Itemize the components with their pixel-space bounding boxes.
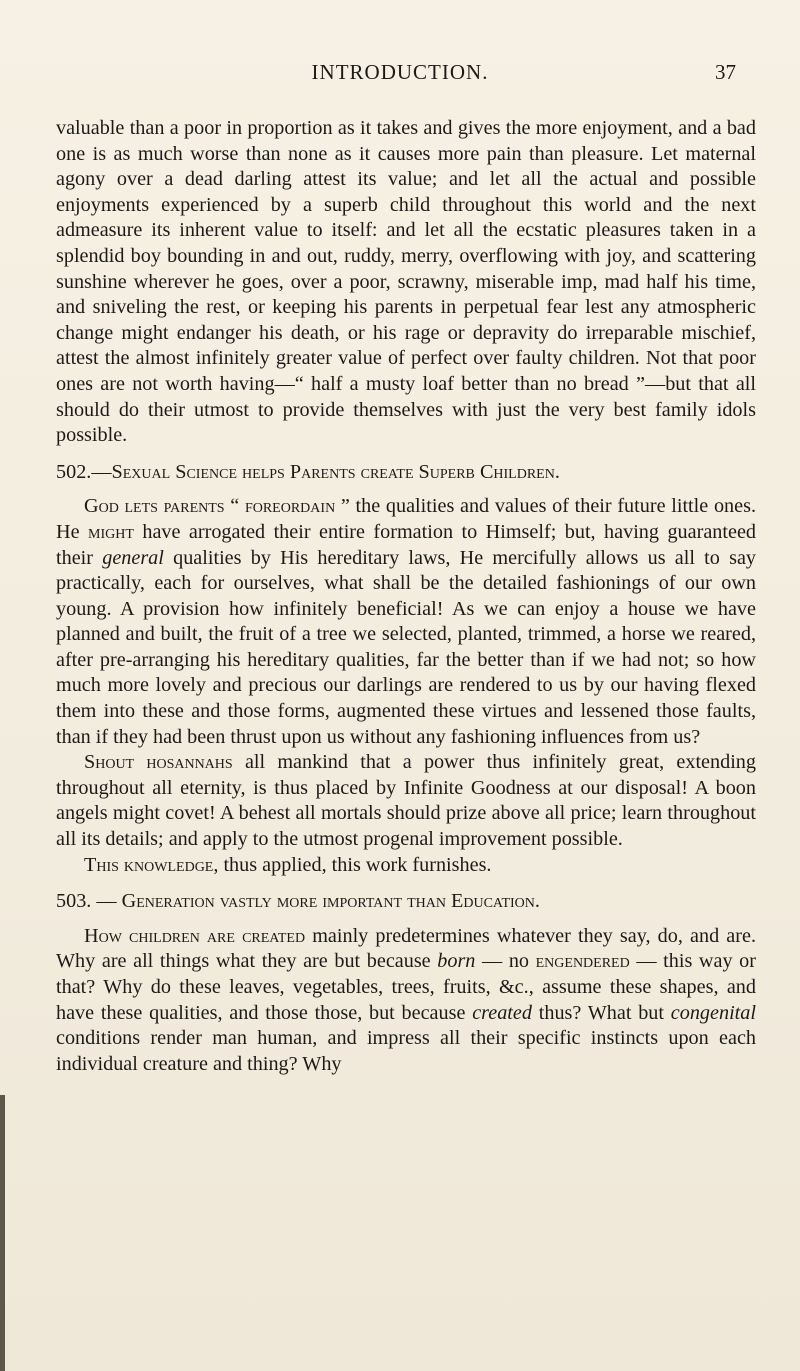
running-title: INTRODUCTION. [311, 60, 489, 84]
paragraph-text: — this way or that? Why do these leaves, vegetables, trees, fruits, &c., assume these shapes, and have these qualities, and those those, but because [56, 950, 756, 1024]
emphasis-word: congenital [670, 1001, 756, 1024]
paragraph-text: — no [475, 950, 536, 973]
section-number: 502.— [56, 460, 112, 483]
paragraph-text: conditions render man human, and impress all their specific instincts upon each individual creature and thing? Why [56, 1027, 756, 1075]
emphasis-word: engendered [535, 950, 630, 973]
paragraph-text: have arrogated their entire formation to Himself; but, having guaranteed their [56, 520, 756, 569]
paragraph-generation [56, 924, 756, 1078]
paragraph-text: valuable than a poor in proportion as it takes and gives the more enjoyment, and a bad one is as much worse than none as it causes more pain than pleasure. Let maternal agony over a dead darling attest its value; and let all the actual and possible enjoyments experienced by a superb child throughout this world and the next admeasure its inherent value to itself: and let all the ecstatic pleasures taken in a splendid boy bounding in and out, ruddy, merry, overflowing with joy, and scattering sunshine wherever he goes, over a poor, scrawny, miserable imp, mad half his time, and sniveling the rest, or keeping his parents in perpetual fear lest any atmospheric change might endanger his death, or his rage or depravity do irreparable mischief, attest the almost infinitely greater value of perfect over faulty children. Not that poor ones are not worth having—“ half a musty loaf better than no bread ”—but that all should do their utmost to provide themselves with just the very best family idols possible. [56, 117, 756, 447]
binding-edge-shadow [0, 1095, 5, 1371]
section-title: Sexual Science helps Parents create Superb Children. [111, 460, 560, 483]
paragraph-foreordain [56, 494, 756, 750]
lead-words: This knowledge, [84, 853, 219, 876]
paragraph-continued [56, 116, 756, 449]
paragraph-text: thus? What but [531, 1001, 671, 1024]
paragraph-text: all mankind that a power thus infinitely great, extending throughout all eternity, is thus placed by Infinite Goodness at our disposal! A boon angels might covet! A behest all mortals should prize above all price; learn throughout all its details; and apply to the utmost progenal improvement possible. [56, 751, 756, 851]
emphasis-word: might [88, 520, 134, 543]
section-heading-502 [56, 460, 756, 486]
lead-words: Shout hosannahs [84, 751, 233, 774]
body-text [56, 116, 756, 1077]
section-title: Generation vastly more important than Education. [121, 890, 540, 913]
running-head [0, 60, 800, 90]
emphasis-word: general [102, 546, 164, 569]
paragraph-hosannahs [56, 750, 756, 852]
section-number: 503. — [56, 890, 117, 913]
lead-words: How children are created [84, 924, 306, 947]
emphasis-word: created [472, 1001, 532, 1024]
paragraph-text: the qualities and values of their future little ones. He [56, 495, 756, 543]
paragraph-text: mainly predetermines whatever they say, do, and are. Why are all things what they are but because [56, 924, 756, 973]
paragraph-text: thus applied, this work furnishes. [218, 853, 492, 876]
paragraph-text: qualities by His hereditary laws, He mercifully allows us all to say practically, each for ourselves, what shall be the detailed fashionings of our own young. A provision how infinitely beneficial! As we can enjoy a house we have planned and built, the fruit of a tree we selected, planted, trimmed, a horse we reared, after pre-arranging his hereditary qualities, far the better than if we had not; so how much more lovely and precious our darlings are rendered to us by our having flexed them into these and those forms, augmented these virtues and lessened those faults, than if they had been thrust upon us without any fashioning influences from us? [56, 546, 757, 748]
emphasis-word: born [437, 950, 476, 973]
lead-words: God lets parents “ foreordain ” [84, 495, 350, 518]
paragraph-knowledge [56, 853, 756, 879]
page-number: 37 [715, 60, 736, 84]
section-heading-503 [56, 889, 756, 915]
